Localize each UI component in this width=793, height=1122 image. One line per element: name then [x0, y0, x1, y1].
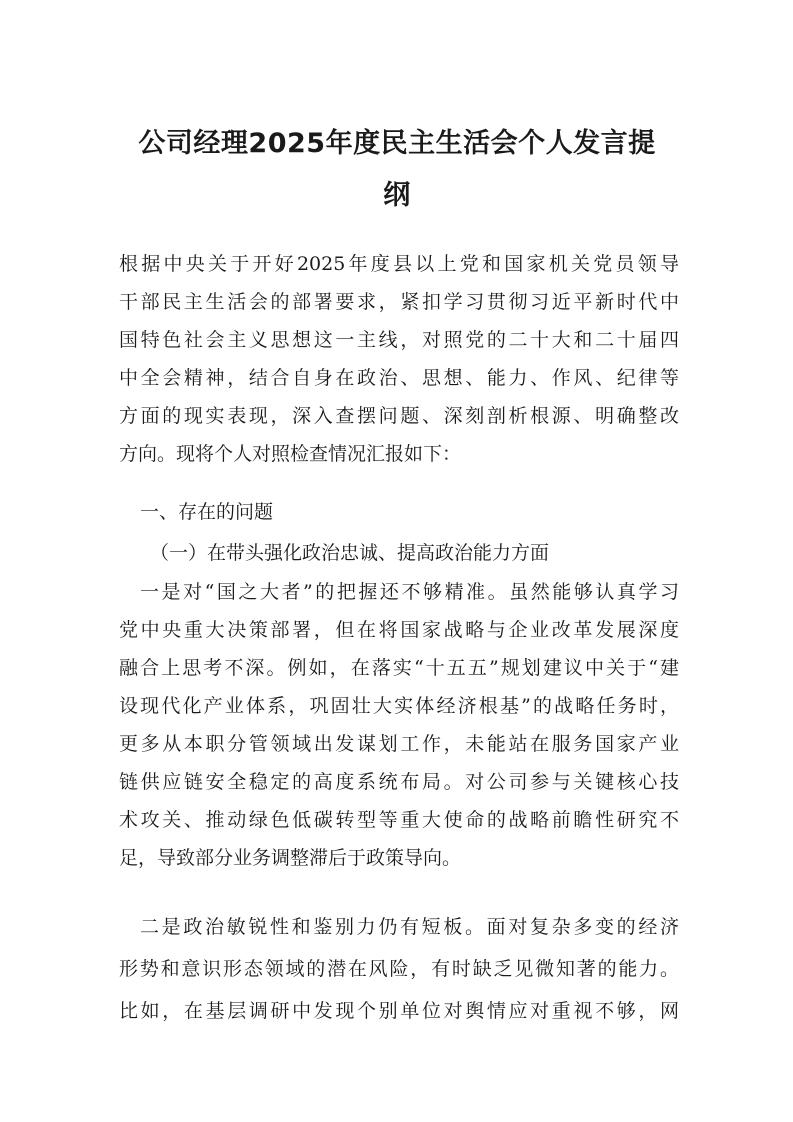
document-title-line-2: 纲 — [383, 180, 411, 211]
subsection-heading: （一）在带头强化政治忠诚、提高政治能力方面 — [150, 542, 550, 564]
section-heading: 一、存在的问题 — [140, 501, 274, 523]
document-title-line-1: 公司经理2025年度民主生活会个人发言提 — [138, 128, 656, 159]
paragraph-line: 更多从本职分管领域出发谋划工作，未能站在服务国家产业 — [119, 733, 679, 755]
intro-line: 根据中央关于开好2025年度县以上党和国家机关党员领导 — [119, 253, 679, 275]
paragraph-line: 术攻关、推动绿色低碳转型等重大使命的战略前瞻性研究不 — [119, 809, 679, 831]
paragraph-line: 比如，在基层调研中发现个别单位对舆情应对重视不够，网 — [119, 1000, 679, 1022]
paragraph-line: 链供应链安全稳定的高度系统布局。对公司参与关键核心技 — [119, 771, 679, 793]
paragraph-line: 二是政治敏锐性和鉴别力仍有短板。面对复杂多变的经济 — [140, 916, 679, 938]
intro-line: 方向。现将个人对照检查情况汇报如下： — [119, 443, 462, 465]
paragraph-line: 形势和意识形态领域的潜在风险，有时缺乏见微知著的能力。 — [119, 958, 679, 980]
paragraph-line: 党中央重大决策部署，但在将国家战略与企业改革发展深度 — [119, 619, 679, 641]
intro-line: 方面的现实表现，深入查摆问题、深刻剖析根源、明确整改 — [119, 405, 679, 427]
paragraph-line: 一是对“国之大者”的把握还不够精准。虽然能够认真学习 — [140, 581, 679, 603]
intro-line: 国特色社会主义思想这一主线，对照党的二十大和二十届四 — [119, 329, 679, 351]
intro-line: 干部民主生活会的部署要求，紧扣学习贯彻习近平新时代中 — [119, 291, 679, 313]
intro-line: 中全会精神，结合自身在政治、思想、能力、作风、纪律等 — [119, 367, 679, 389]
paragraph-line: 融合上思考不深。例如，在落实“十五五”规划建议中关于“建 — [119, 657, 679, 679]
paragraph-line: 足，导致部分业务调整滞后于政策导向。 — [119, 847, 462, 869]
paragraph-line: 设现代化产业体系，巩固壮大实体经济根基”的战略任务时， — [119, 695, 679, 717]
